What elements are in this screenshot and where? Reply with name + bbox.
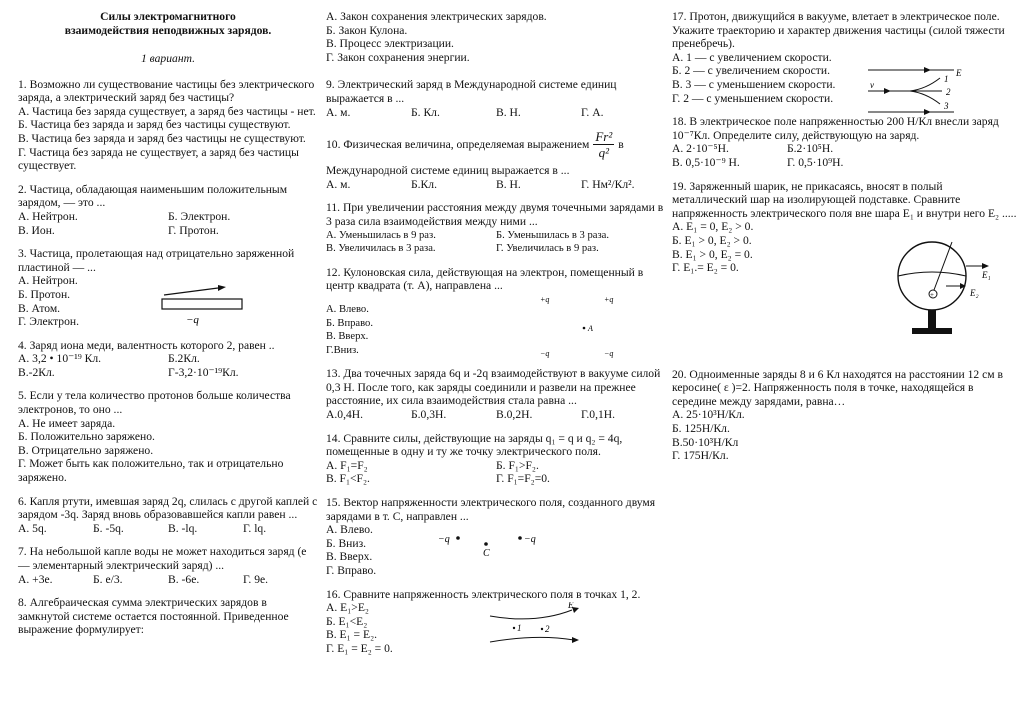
option-c: В. Отрицательно заряжено. <box>18 443 154 457</box>
option-c: В.0,2Н. <box>496 408 533 422</box>
option-a: А. Нейтрон. <box>18 209 78 223</box>
question-5 <box>18 389 318 484</box>
option-d: Г. E₁.= E₂ = 0. <box>672 261 739 275</box>
option-b: Б. 2 — с увеличением скорости. <box>672 64 830 78</box>
question-14 <box>326 432 666 486</box>
question-18 <box>672 115 1017 169</box>
velocity-label: v <box>870 80 874 90</box>
field-label: E <box>568 601 574 610</box>
option-a: А. F₁=F₂ <box>326 458 368 472</box>
square-charges-diagram <box>536 292 626 362</box>
option-d: Г.Вниз. <box>326 344 359 356</box>
option-d: Г-3,2·10⁻¹⁹Кл. <box>168 365 239 379</box>
option-a: А. Частица без заряда существует, а заряд без частицы - нет. <box>18 104 316 118</box>
plate-charge-label: −q <box>186 314 199 327</box>
question-6 <box>18 495 318 536</box>
option-b: Б. F₁>F₂. <box>496 458 539 472</box>
formula-numerator: Fr² <box>595 129 613 145</box>
question-text: 17. Протон, движущийся в вакууме, влетает в электрическое поле. Укажите траекторию и характер движения частицы (силой тяжести пренебречь). <box>672 10 1005 51</box>
question-text: 3. Частица, пролетающая над отрицательно заряженной пластиной — ... <box>18 247 295 274</box>
option-d: Г. Частица без заряда не существует, а заряд без частицы существует. <box>18 145 299 173</box>
option-c: В.-2Кл. <box>18 365 55 379</box>
field-label: E <box>956 68 962 78</box>
question-17 <box>672 10 1017 111</box>
option-b: Б. е/3. <box>93 572 123 586</box>
option-a: А. Не имеет заряда. <box>18 416 116 430</box>
option-a: А. Влево. <box>326 303 369 315</box>
variant-label: 1 вариант. <box>140 52 195 65</box>
option-c: В. Ион. <box>18 223 55 237</box>
question-text: 8. Алгебраическая сумма электрических зарядов в замкнутой системе остается постоянной. Приведенное выражение формулирует: <box>18 596 289 637</box>
option-a: А. Влево. <box>326 523 373 537</box>
left-charge-label: −q <box>438 534 450 546</box>
question-3 <box>18 247 318 329</box>
center-point <box>583 326 586 329</box>
option-d: Г. Электрон. <box>18 315 80 329</box>
option-a: А. 25·10³Н/Кл. <box>672 408 745 422</box>
option-a: А. м. <box>326 105 351 119</box>
right-charge-label: −q <box>524 534 536 546</box>
option-c: В. E₁ > 0, E₂ = 0. <box>672 247 753 261</box>
option-c: В. -lq. <box>168 521 198 535</box>
option-c: В. E₁ = E₂. <box>326 628 378 642</box>
charge-bottom-right: −q <box>604 348 614 358</box>
option-d: Г. 0,5·10⁹Н. <box>787 155 844 169</box>
question-text: 18. В электрическое поле напряженностью 200 Н/Кл внесли заряд 10⁻⁷Кл. Определите силу, действующую на заряд. <box>672 115 999 142</box>
svg-text:+: + <box>930 290 934 299</box>
question-text: 7. На небольшой капле воды не может находиться заряд (е — элементарный электрический заряд) ... <box>18 545 307 572</box>
option-d: Г. Может быть как положительно, так и отрицательно заряжено. <box>18 457 284 485</box>
question-12 <box>326 266 666 358</box>
field-lines-diagram <box>486 602 596 650</box>
question-text: 13. Два точечных заряда 6q и -2q взаимодействуют в вакууме силой 0,3 Н. После того, как заряды соединили и развели на прежнее расстояние, их сила взаимодействия стала равна ... <box>326 367 661 408</box>
page-title: Силы электромагнитного взаимодействия неподвижных зарядов. <box>64 10 272 37</box>
question-1 <box>18 78 318 173</box>
option-c: В. Вверх. <box>326 331 369 343</box>
option-d: Г. А. <box>581 105 604 119</box>
option-d: Г. lq. <box>243 521 267 535</box>
two-charges-diagram <box>436 528 546 560</box>
option-d: Г. Вправо. <box>326 564 377 577</box>
option-d: Г. Закон сохранения энергии. <box>326 50 470 64</box>
option-d: Г. 175Н/Кл. <box>672 449 729 463</box>
trajectory-3-label: 3 <box>944 101 949 111</box>
question-10 <box>326 129 666 191</box>
option-a: А. м. <box>326 177 351 191</box>
option-c: В. 0,5·10⁻⁹ Н. <box>672 155 740 169</box>
option-d: Г. Протон. <box>168 223 219 237</box>
question-text: 15. Вектор напряженности электрического поля, созданного двумя зарядами в т. С, направлен ... <box>326 496 656 523</box>
option-d: Г. 2 — с уменьшением скорости. <box>672 91 834 105</box>
option-c: В. Н. <box>496 177 521 191</box>
option-a: А.0,4Н. <box>326 408 364 422</box>
charge-top-right: +q <box>604 294 614 304</box>
center-label: A <box>588 323 593 333</box>
option-c: В. Увеличилась в 3 раза. <box>326 243 436 255</box>
trajectory-1-label: 1 <box>944 74 949 84</box>
option-b: Б. Вправо. <box>326 317 373 329</box>
option-a: А. 5q. <box>18 521 47 535</box>
point-1-label: 1 <box>517 622 522 633</box>
option-d: Г. F₁=F₂=0. <box>496 472 550 486</box>
option-c: В. Вверх. <box>326 550 373 564</box>
option-b: Б.Кл. <box>411 177 437 191</box>
hollow-sphere-diagram <box>890 240 1008 350</box>
option-c: В. Н. <box>496 105 521 119</box>
point-2-label: 2 <box>545 623 550 634</box>
option-b: Б. Частица без заряда и заряд без частицы существуют. <box>18 118 291 132</box>
option-b: Б. Закон Кулона. <box>326 23 408 37</box>
column-1 <box>18 10 318 647</box>
option-a: А. E₁ = 0, E₂ > 0. <box>672 220 754 234</box>
option-d: Г. 9е. <box>243 572 269 586</box>
option-c: В. -6е. <box>168 572 200 586</box>
question-4 <box>18 339 318 380</box>
question-2 <box>18 183 318 237</box>
question-text: 10. Физическая величина, определяемая выражением <box>326 137 590 151</box>
option-b: Б. 125Н/Кл. <box>672 421 730 435</box>
option-a: А. Нейтрон. <box>18 274 78 288</box>
option-b: Б. E₁ > 0, E₂ > 0. <box>672 233 752 247</box>
plate-diagram <box>158 281 298 327</box>
question-text: 5. Если у тела количество протонов больше количества электронов, то оно ... <box>18 389 291 417</box>
option-d: Г. E₁ = E₂ = 0. <box>326 641 393 655</box>
option-b: Б. Уменьшилась в 3 раза. <box>496 229 609 241</box>
question-20 <box>672 368 1017 463</box>
e1-label: E₁ <box>982 269 991 280</box>
option-b: Б.2·10⁵Н. <box>787 142 834 156</box>
option-c: В. 3 — с уменьшением скорости. <box>672 77 836 91</box>
question-text: 12. Кулоновская сила, действующая на электрон, помещенный в центр квадрата (т. А), направлена ... <box>326 265 644 293</box>
formula <box>593 129 614 160</box>
option-a: А. 2·10⁻⁵Н. <box>672 142 729 156</box>
question-16 <box>326 588 666 656</box>
option-a: А. +3е. <box>18 572 53 586</box>
option-b: Б.0,3Н. <box>411 408 447 422</box>
question-8-options <box>326 10 666 64</box>
option-d: Г. Увеличилась в 9 раз. <box>496 243 599 255</box>
question-text: 14. Сравните силы, действующие на заряды q₁ = q и q₂ = 4q, помещенные в одну и ту же точку электрического поля. <box>326 431 623 459</box>
column-3 <box>672 10 1017 473</box>
option-a: А. Закон сохранения электрических зарядов. <box>326 10 547 23</box>
option-a: А. 1 — с увеличением скорости. <box>672 50 832 64</box>
point-c-label: C <box>483 548 490 560</box>
e2-label: E₂ <box>970 287 979 298</box>
option-b: Б. Кл. <box>411 105 440 119</box>
question-text-end: в <box>618 137 624 151</box>
question-text: 6. Капля ртути, имевшая заряд 2q, слилась с другой каплей с зарядом -3q. Заряд вновь образовавшейся капли равен ... <box>18 494 318 522</box>
option-c: В. F₁<F₂. <box>326 472 370 486</box>
question-text: 20. Одноименные заряды 8 и 6 Кл находятся на расстоянии 12 см в керосине( ε )=2. Напряженность поля в точке, находящейся в середине между зарядами, равна… <box>672 367 1003 408</box>
option-c: В. Атом. <box>18 301 61 315</box>
option-c: В. Частица без заряда и заряд без частицы не существуют. <box>18 131 306 145</box>
question-7 <box>18 545 318 586</box>
question-text: 19. Заряженный шарик, не прикасаясь, вносят в полый металлический шар на изолирующей подставке. Сравните напряженность электрического поля вне шара E₁ и внутри него E₂ ..... <box>672 179 1017 220</box>
question-text: 1. Возможно ли существование частицы без электрического заряда, а электрический заряд без частицы? <box>18 77 315 105</box>
question-11 <box>326 201 666 255</box>
option-b: Б. -5q. <box>93 521 124 535</box>
question-text: 11. При увеличении расстояния между двумя точечными зарядами в 3 раза сила взаимодействия между ними ... <box>326 201 664 228</box>
option-b: Б. Вниз. <box>326 536 367 550</box>
option-d: Г.0,1Н. <box>581 408 616 422</box>
question-15 <box>326 496 666 578</box>
question-text-line2: Международной системе единиц выражается в ... <box>326 164 570 178</box>
question-8 <box>18 596 318 637</box>
option-a: А. 3,2 • 10⁻¹⁹ Кл. <box>18 352 102 366</box>
option-a: А. Уменьшилась в 9 раз. <box>326 229 436 241</box>
option-d: Г. Нм²/Кл². <box>581 177 635 191</box>
trajectory-2-label: 2 <box>946 87 951 97</box>
question-text: 16. Сравните напряженность электрического поля в точках 1, 2. <box>326 587 641 601</box>
option-b: Б. Электрон. <box>168 209 231 223</box>
option-b: Б.2Кл. <box>168 352 200 366</box>
question-text: 4. Заряд иона меди, валентность которого 2, равен .. <box>18 338 275 352</box>
option-c: В. Процесс электризации. <box>326 37 454 51</box>
option-b: Б. E₁<E₂ <box>326 614 368 628</box>
column-2 <box>326 10 666 666</box>
option-b: Б. Положительно заряжено. <box>18 430 155 444</box>
trajectory-diagram <box>864 64 974 118</box>
question-text: 2. Частица, обладающая наименьшим положительным зарядом, — это ... <box>18 182 288 210</box>
question-19 <box>672 180 1017 358</box>
formula-denominator: q² <box>598 145 610 161</box>
option-b: Б. Протон. <box>18 287 71 301</box>
charge-bottom-left: −q <box>540 348 550 358</box>
question-text: 9. Электрический заряд в Международной системе единиц выражается в ... <box>326 78 617 105</box>
charge-top-left: +q <box>540 294 550 304</box>
question-13 <box>326 367 666 421</box>
option-a: А. E₁>E₂ <box>326 601 369 615</box>
option-c: В.50·10³Н/Кл <box>672 435 739 449</box>
question-9 <box>326 78 666 119</box>
